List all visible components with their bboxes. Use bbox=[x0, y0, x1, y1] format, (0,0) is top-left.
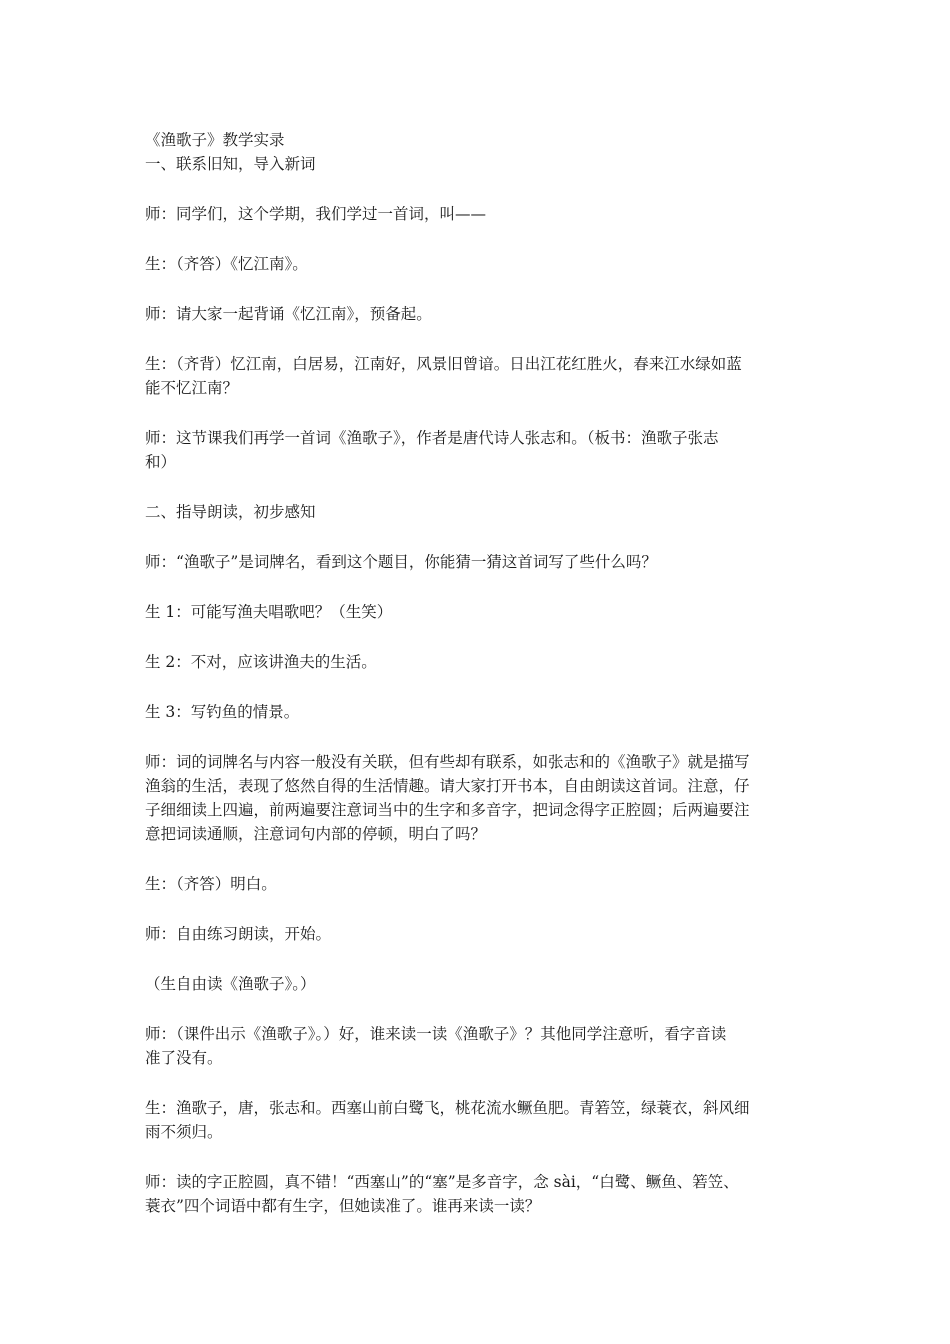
paragraph: 师：请大家一起背诵《忆江南》，预备起。 bbox=[145, 305, 432, 323]
document-title: 《渔歌子》教学实录 bbox=[145, 131, 285, 149]
paragraph: （生自由读《渔歌子》。） bbox=[145, 975, 316, 993]
paragraph bbox=[145, 1096, 820, 1144]
section-heading: 一、联系旧知，导入新词 bbox=[145, 155, 316, 173]
paragraph: 生 3：写钓鱼的情景。 bbox=[145, 703, 300, 721]
paragraph-line: 能不忆江南？ bbox=[145, 379, 239, 397]
paragraph-line: 师：这节课我们再学一首词《渔歌子》，作者是唐代诗人张志和。（板书：渔歌子张志 bbox=[145, 429, 719, 447]
paragraph-line: 和） bbox=[145, 453, 177, 471]
paragraph: 师：同学们，这个学期，我们学过一首词，叫—— bbox=[145, 205, 487, 223]
paragraph-line: 子细细读上四遍，前两遍要注意词当中的生字和多音字，把词念得字正腔圆；后两遍要注 bbox=[145, 801, 750, 819]
paragraph-line: 生：（齐背）忆江南，白居易，江南好，风景旧曾谙。日出江花红胜火，春来江水绿如蓝 bbox=[145, 355, 742, 373]
paragraph-line: 师：（课件出示《渔歌子》。）好，谁来读一读《渔歌子》？其他同学注意听，看字音读 bbox=[145, 1025, 727, 1043]
paragraph bbox=[145, 750, 820, 846]
paragraph: 生 1：可能写渔夫唱歌吧？（生笑） bbox=[145, 603, 393, 621]
paragraph bbox=[145, 1022, 820, 1070]
paragraph: 师：“渔歌子”是词牌名，看到这个题目，你能猜一猜这首词写了些什么吗？ bbox=[145, 553, 657, 571]
paragraph-line: 蓑衣”四个词语中都有生字，但她读准了。谁再来读一读？ bbox=[145, 1197, 541, 1215]
section-heading: 二、指导朗读，初步感知 bbox=[145, 503, 316, 521]
paragraph-line: 生：渔歌子，唐，张志和。西塞山前白鹭飞，桃花流水鳜鱼肥。青箬笠，绿蓑衣，斜风细 bbox=[145, 1099, 750, 1117]
paragraph-line: 师：词的词牌名与内容一般没有关联，但有些却有联系，如张志和的《渔歌子》就是描写 bbox=[145, 753, 750, 771]
paragraph-line: 师：读的字正腔圆，真不错！“西塞山”的“塞”是多音字，念 sài，“白鹭、鳜鱼、箬笠、 bbox=[145, 1173, 739, 1191]
paragraph bbox=[145, 352, 820, 400]
paragraph-line: 准了没有。 bbox=[145, 1049, 223, 1067]
paragraph-line: 意把词读通顺，注意词句内部的停顿，明白了吗？ bbox=[145, 825, 487, 843]
paragraph: 生 2：不对，应该讲渔夫的生活。 bbox=[145, 653, 377, 671]
paragraph-line: 渔翁的生活，表现了悠然自得的生活情趣。请大家打开书本，自由朗读这首词。注意，仔 bbox=[145, 777, 750, 795]
paragraph: 生：（齐答）明白。 bbox=[145, 875, 277, 893]
paragraph bbox=[145, 1170, 820, 1218]
paragraph: 师：自由练习朗读，开始。 bbox=[145, 925, 332, 943]
paragraph bbox=[145, 426, 820, 474]
paragraph-line: 雨不须归。 bbox=[145, 1123, 223, 1141]
paragraph: 生：（齐答）《忆江南》。 bbox=[145, 255, 308, 273]
document-page bbox=[145, 128, 820, 1244]
